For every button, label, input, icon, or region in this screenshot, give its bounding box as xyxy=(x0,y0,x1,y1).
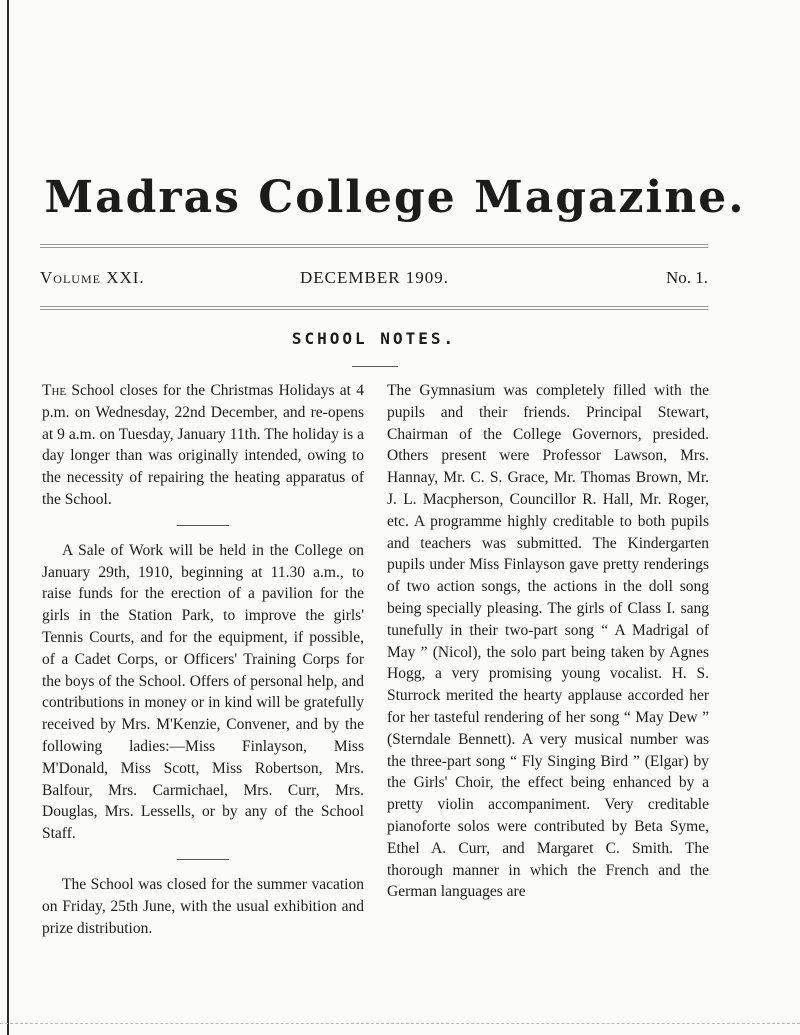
masthead-rule xyxy=(40,244,708,248)
paragraph-summer-vacation: The School was closed for the summer vacation on Friday, 25th June, with the usual exhibition and prize distribution. xyxy=(42,875,364,937)
issue-date: DECEMBER 1909. xyxy=(300,268,450,287)
title-underline xyxy=(352,366,398,367)
left-column xyxy=(42,380,364,939)
paragraph-holidays xyxy=(42,380,364,511)
page-bottom-edge xyxy=(0,1023,800,1024)
volume-label: Volume XXI. xyxy=(40,268,145,287)
paragraph-gymnasium: The Gymnasium was completely filled with the pupils and their friends. Principal Stewart, Chairman of the College Governors, presided. Others present were Professor Lawson, Mrs. Hannay, Mr. C. S. Grace, Mr. Thomas Brown, Mr. J. L. Macpherson, Councillor R. Hall, Mr. Roger, etc. A programme highly creditable to both pupils and teachers was submitted. The Kindergarten pupils under Miss Finlayson gave pretty renderings of two action songs, the actions in the doll song being specially pleasing. The girls of Class I. sang tunefully in their two-part song “ A Madrigal of May ” (Nicol), the solo part being taken by Agnes Hogg, a very promising young vocalist. H. S. Sturrock merited the hearty applause accorded her for her tasteful rendering of her song “ May Dew ” (Sterndale Bennett). A very musical number was the three-part song “ Fly Singing Bird ” (Elgar) by the Girls' Choir, the effect being enhanced by a pretty violin accompaniment. Very creditable pianoforte solos were contributed by Beta Syme, Ethel A. Curr, and Margaret C. Smith. The thorough manner in which the French and the German languages are xyxy=(387,382,709,901)
separator xyxy=(177,525,229,526)
paragraph-sale-of-work: A Sale of Work will be held in the College on January 29th, 1910, beginning at 11.30 a.m., to raise funds for the erection of a pavilion for the girls in the Station Park, to improve the girls' Tennis Courts, and for the equipment, if possible, of a Cadet Corps, or Officers' Training Corps for the boys of the School. Offers of personal help, and contributions in money or in kind will be gratefully received by Mrs. M'Kenzie, Convener, and by the following ladies:—Miss Finlayson, Miss M'Donald, Miss Scott, Miss Robertson, Mrs. Balfour, Mrs. Carmichael, Mrs. Curr, Mrs. Douglas, Mrs. Lessells, or by any of the School Staff. xyxy=(42,541,364,843)
paragraph-holidays-text: School closes for the Christmas Holidays at 4 p.m. on Wednesday, 22nd December, and re-opens at 9 a.m. on Tuesday, January 11th. The holiday is a day longer than was originally intended, owing to the necessity of repairing the heating apparatus of the School. xyxy=(42,382,365,508)
issue-rule xyxy=(40,306,708,310)
separator xyxy=(177,859,229,860)
masthead-title: Madras College Magazine. xyxy=(44,172,746,223)
paragraph-lead-word: The xyxy=(42,382,67,399)
issue-number: No. 1. xyxy=(665,268,708,287)
page-edge xyxy=(7,0,9,1035)
right-column xyxy=(387,380,709,903)
section-title: SCHOOL NOTES. xyxy=(291,329,457,348)
